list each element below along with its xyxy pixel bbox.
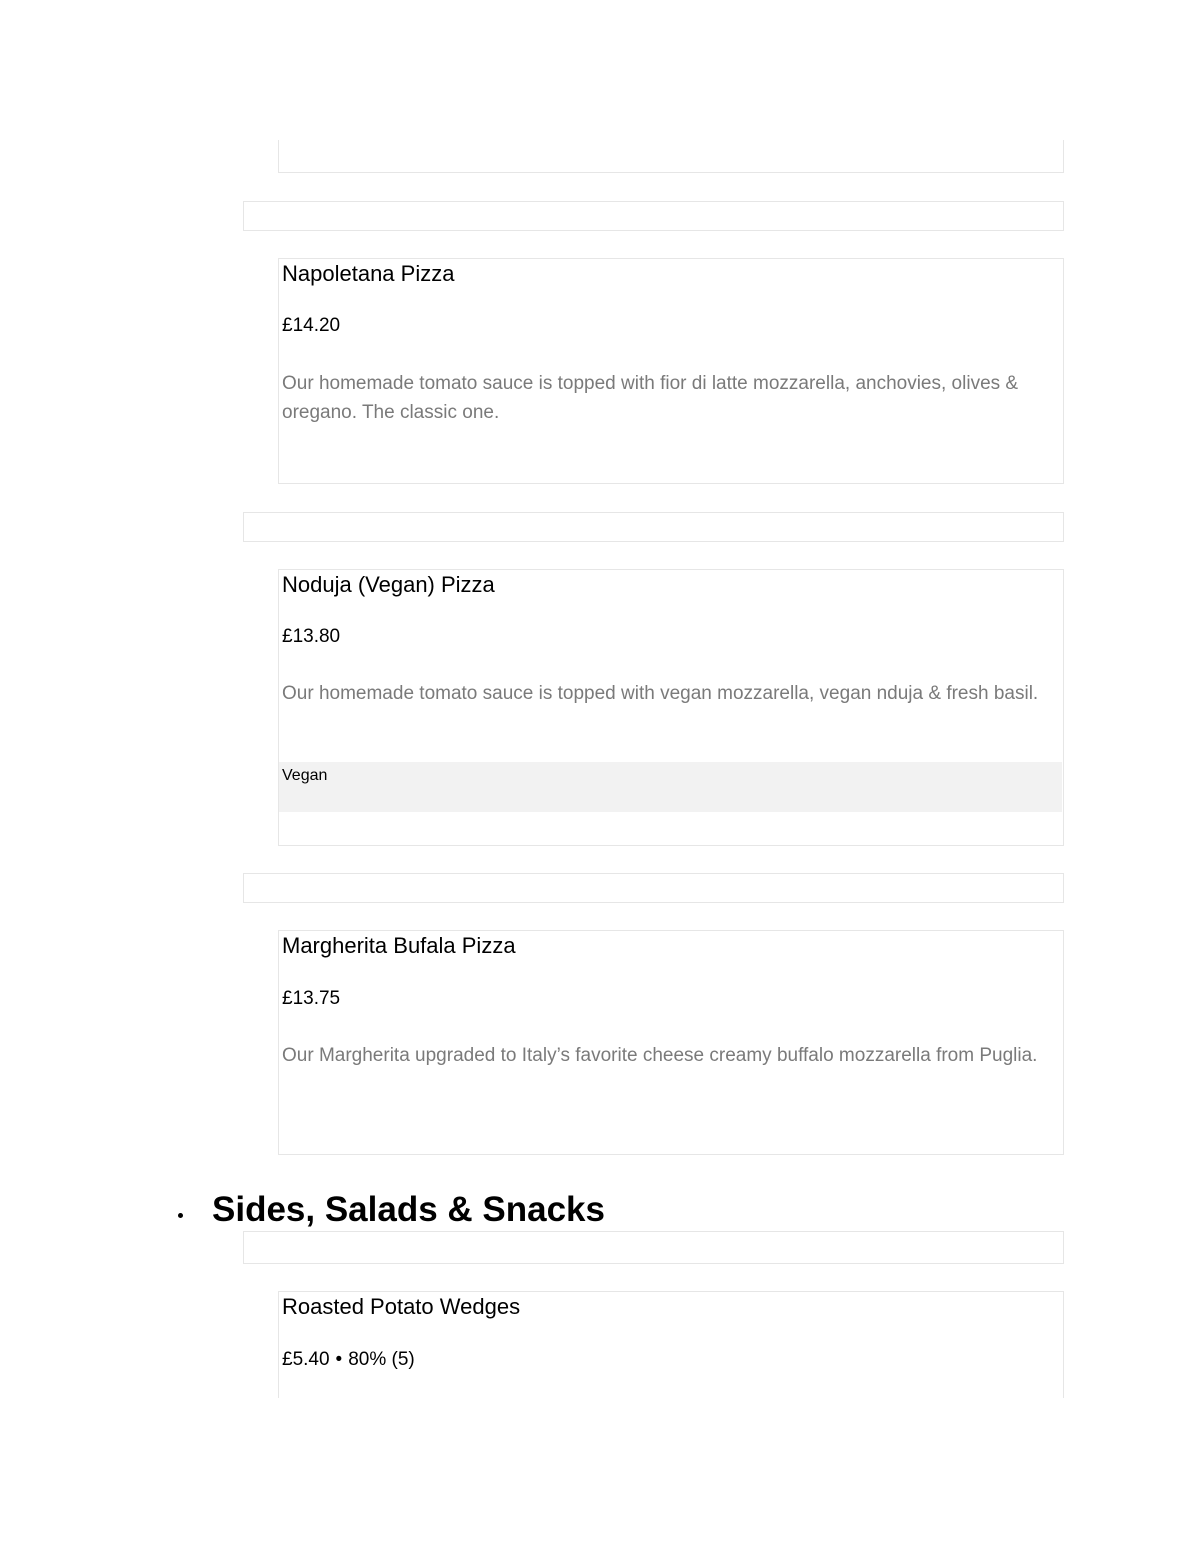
menu-item-price-rating — [282, 1348, 415, 1372]
menu-item-name: Noduja (Vegan) Pizza — [282, 572, 495, 597]
dietary-tag-band — [279, 762, 1062, 812]
menu-item-price: £5.40 — [282, 1349, 330, 1370]
item-image-placeholder — [243, 512, 1064, 542]
menu-item-price: £14.20 — [282, 315, 341, 336]
page-bottom-blank — [0, 1398, 1200, 1553]
menu-item-description: Our homemade tomato sauce is topped with fior di latte mozzarella, anchovies, olives & oregano. The classic one. — [282, 373, 1019, 423]
item-image-placeholder — [243, 873, 1064, 903]
item-image-placeholder — [243, 1231, 1064, 1264]
menu-item-price: £13.75 — [282, 988, 341, 1009]
menu-item-name: Roasted Potato Wedges — [282, 1294, 521, 1319]
menu-item-rating: 80% (5) — [348, 1349, 415, 1370]
previous-item-card[interactable] — [278, 140, 1064, 173]
dietary-tag-label: Vegan — [282, 767, 328, 784]
item-image-placeholder — [243, 201, 1064, 231]
menu-item-price: £13.80 — [282, 626, 341, 647]
section-bullet-icon — [178, 1213, 183, 1218]
price-separator: • — [335, 1349, 343, 1370]
menu-item-description: Our Margherita upgraded to Italy’s favorite cheese creamy buffalo mozzarella from Puglia. — [282, 1045, 1038, 1066]
section-heading: Sides, Salads & Snacks — [212, 1190, 605, 1229]
menu-item-name: Margherita Bufala Pizza — [282, 933, 516, 958]
menu-item-name: Napoletana Pizza — [282, 261, 455, 286]
menu-item-description: Our homemade tomato sauce is topped with vegan mozzarella, vegan nduja & fresh basil. — [282, 683, 1039, 704]
